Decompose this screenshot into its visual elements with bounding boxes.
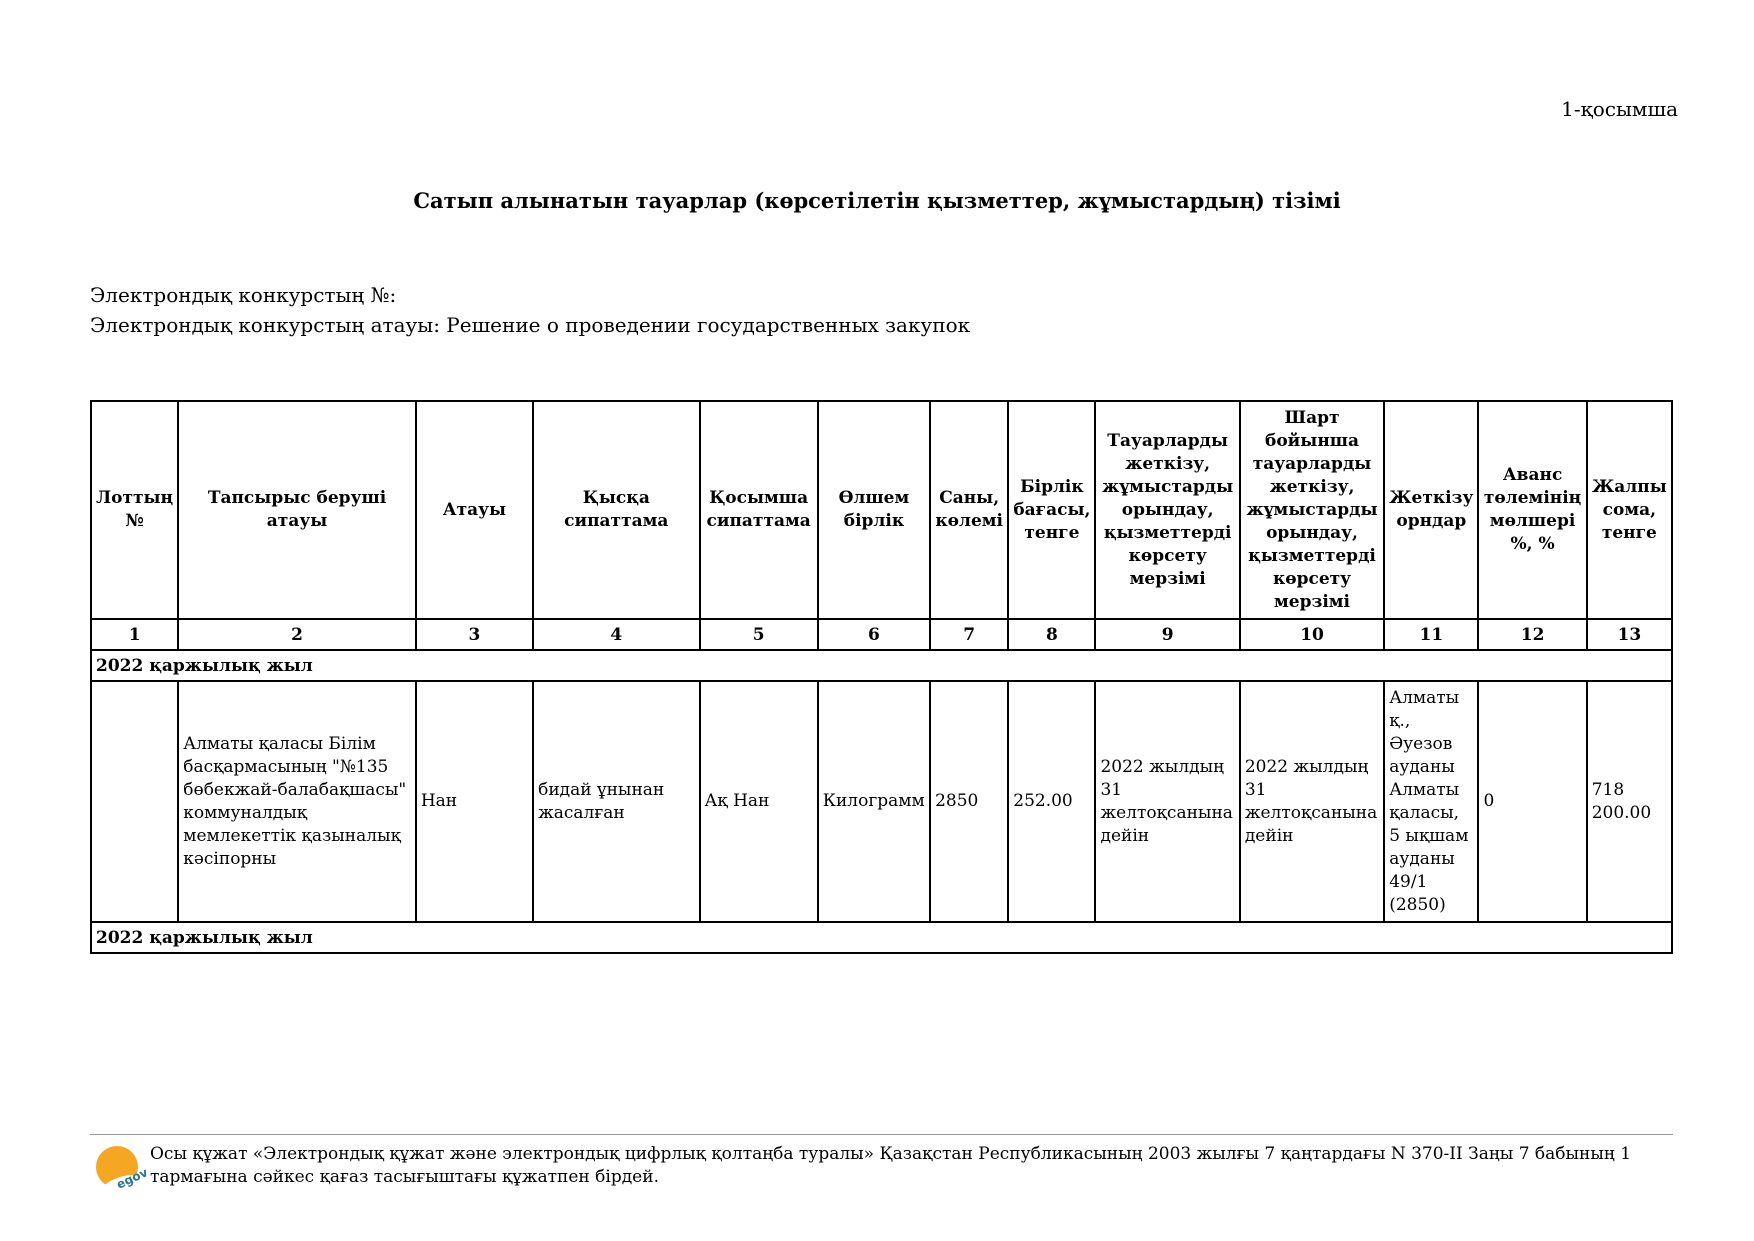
table-row	[91, 681, 1672, 922]
column-number: 9	[1095, 619, 1239, 650]
fiscal-year-label: 2022 қаржылық жыл	[91, 650, 1672, 681]
footer-divider	[90, 1134, 1673, 1135]
procurement-table	[90, 400, 1673, 954]
cell-unit: Килограмм	[818, 681, 930, 922]
column-number: 6	[818, 619, 930, 650]
contest-number: Электрондық конкурстың №:	[90, 283, 397, 307]
column-header: Атауы	[416, 401, 533, 619]
fiscal-year-row	[91, 650, 1672, 681]
egov-logo-icon	[93, 1142, 150, 1194]
fiscal-year-label: 2022 қаржылық жыл	[91, 922, 1672, 953]
cell-short-description: бидай ұнынан жасалған	[533, 681, 699, 922]
cell-unit-price: 252.00	[1008, 681, 1095, 922]
cell-customer: Алматы қаласы Білім басқармасының "№135 бөбекжай-балабақшасы" коммуналдық мемлекеттік қазыналық кәсіпорны	[178, 681, 416, 922]
column-header: Тапсырыс беруші атауы	[178, 401, 416, 619]
column-number: 10	[1240, 619, 1384, 650]
column-number: 5	[700, 619, 818, 650]
column-number: 3	[416, 619, 533, 650]
column-number: 13	[1587, 619, 1672, 650]
document-title: Сатып алынатын тауарлар (көрсетілетін қызметтер, жұмыстардың) тізімі	[413, 188, 1341, 213]
column-number: 11	[1384, 619, 1478, 650]
cell-advance: 0	[1478, 681, 1586, 922]
cell-extra-description: Ақ Нан	[700, 681, 818, 922]
cell-lot-number	[91, 681, 178, 922]
column-header: Жалпы сома, тенге	[1587, 401, 1672, 619]
column-number: 2	[178, 619, 416, 650]
cell-delivery-term: 2022 жылдың 31 желтоқсанына дейін	[1095, 681, 1239, 922]
column-number: 1	[91, 619, 178, 650]
column-header: Бірлік бағасы, тенге	[1008, 401, 1095, 619]
column-number: 4	[533, 619, 699, 650]
column-header: Саны, көлемі	[930, 401, 1008, 619]
cell-quantity: 2850	[930, 681, 1008, 922]
column-header: Қысқа сипаттама	[533, 401, 699, 619]
column-header: Қосымша сипаттама	[700, 401, 818, 619]
column-header: Шарт бойынша тауарларды жеткізу, жұмыстарды орындау, қызметтерді көрсету мерзімі	[1240, 401, 1384, 619]
table-header-row	[91, 401, 1672, 619]
annex-label: 1-қосымша	[1561, 97, 1678, 121]
column-number-row	[91, 619, 1672, 650]
column-number: 8	[1008, 619, 1095, 650]
contest-name: Электрондық конкурстың атауы: Решение о проведении государственных закупок	[90, 313, 971, 337]
svg-text:egov: egov	[114, 1165, 150, 1192]
cell-name: Нан	[416, 681, 533, 922]
column-header: Жеткізу орндар	[1384, 401, 1478, 619]
footer-text: Осы құжат «Электрондық құжат және электрондық цифрлық қолтаңба туралы» Қазақстан Республикасының 2003 жылғы 7 қаңтардағы N 370-II Заңы 7 бабының 1 тармағына сәйкес қағаз тасығыштағы құжатпен бірдей.	[150, 1144, 1632, 1187]
cell-contract-term: 2022 жылдың 31 желтоқсанына дейін	[1240, 681, 1384, 922]
column-header: Лоттың №	[91, 401, 178, 619]
column-number: 12	[1478, 619, 1586, 650]
fiscal-year-row	[91, 922, 1672, 953]
cell-total: 718 200.00	[1587, 681, 1672, 922]
column-number: 7	[930, 619, 1008, 650]
column-header: Өлшем бірлік	[818, 401, 930, 619]
column-header: Тауарларды жеткізу, жұмыстарды орындау, қызметтерді көрсету мерзімі	[1095, 401, 1239, 619]
cell-delivery-place: Алматы қ., Әуезов ауданы Алматы қаласы, 5 ықшам ауданы 49/1 (2850)	[1384, 681, 1478, 922]
column-header: Аванс төлемінің мөлшері %, %	[1478, 401, 1586, 619]
